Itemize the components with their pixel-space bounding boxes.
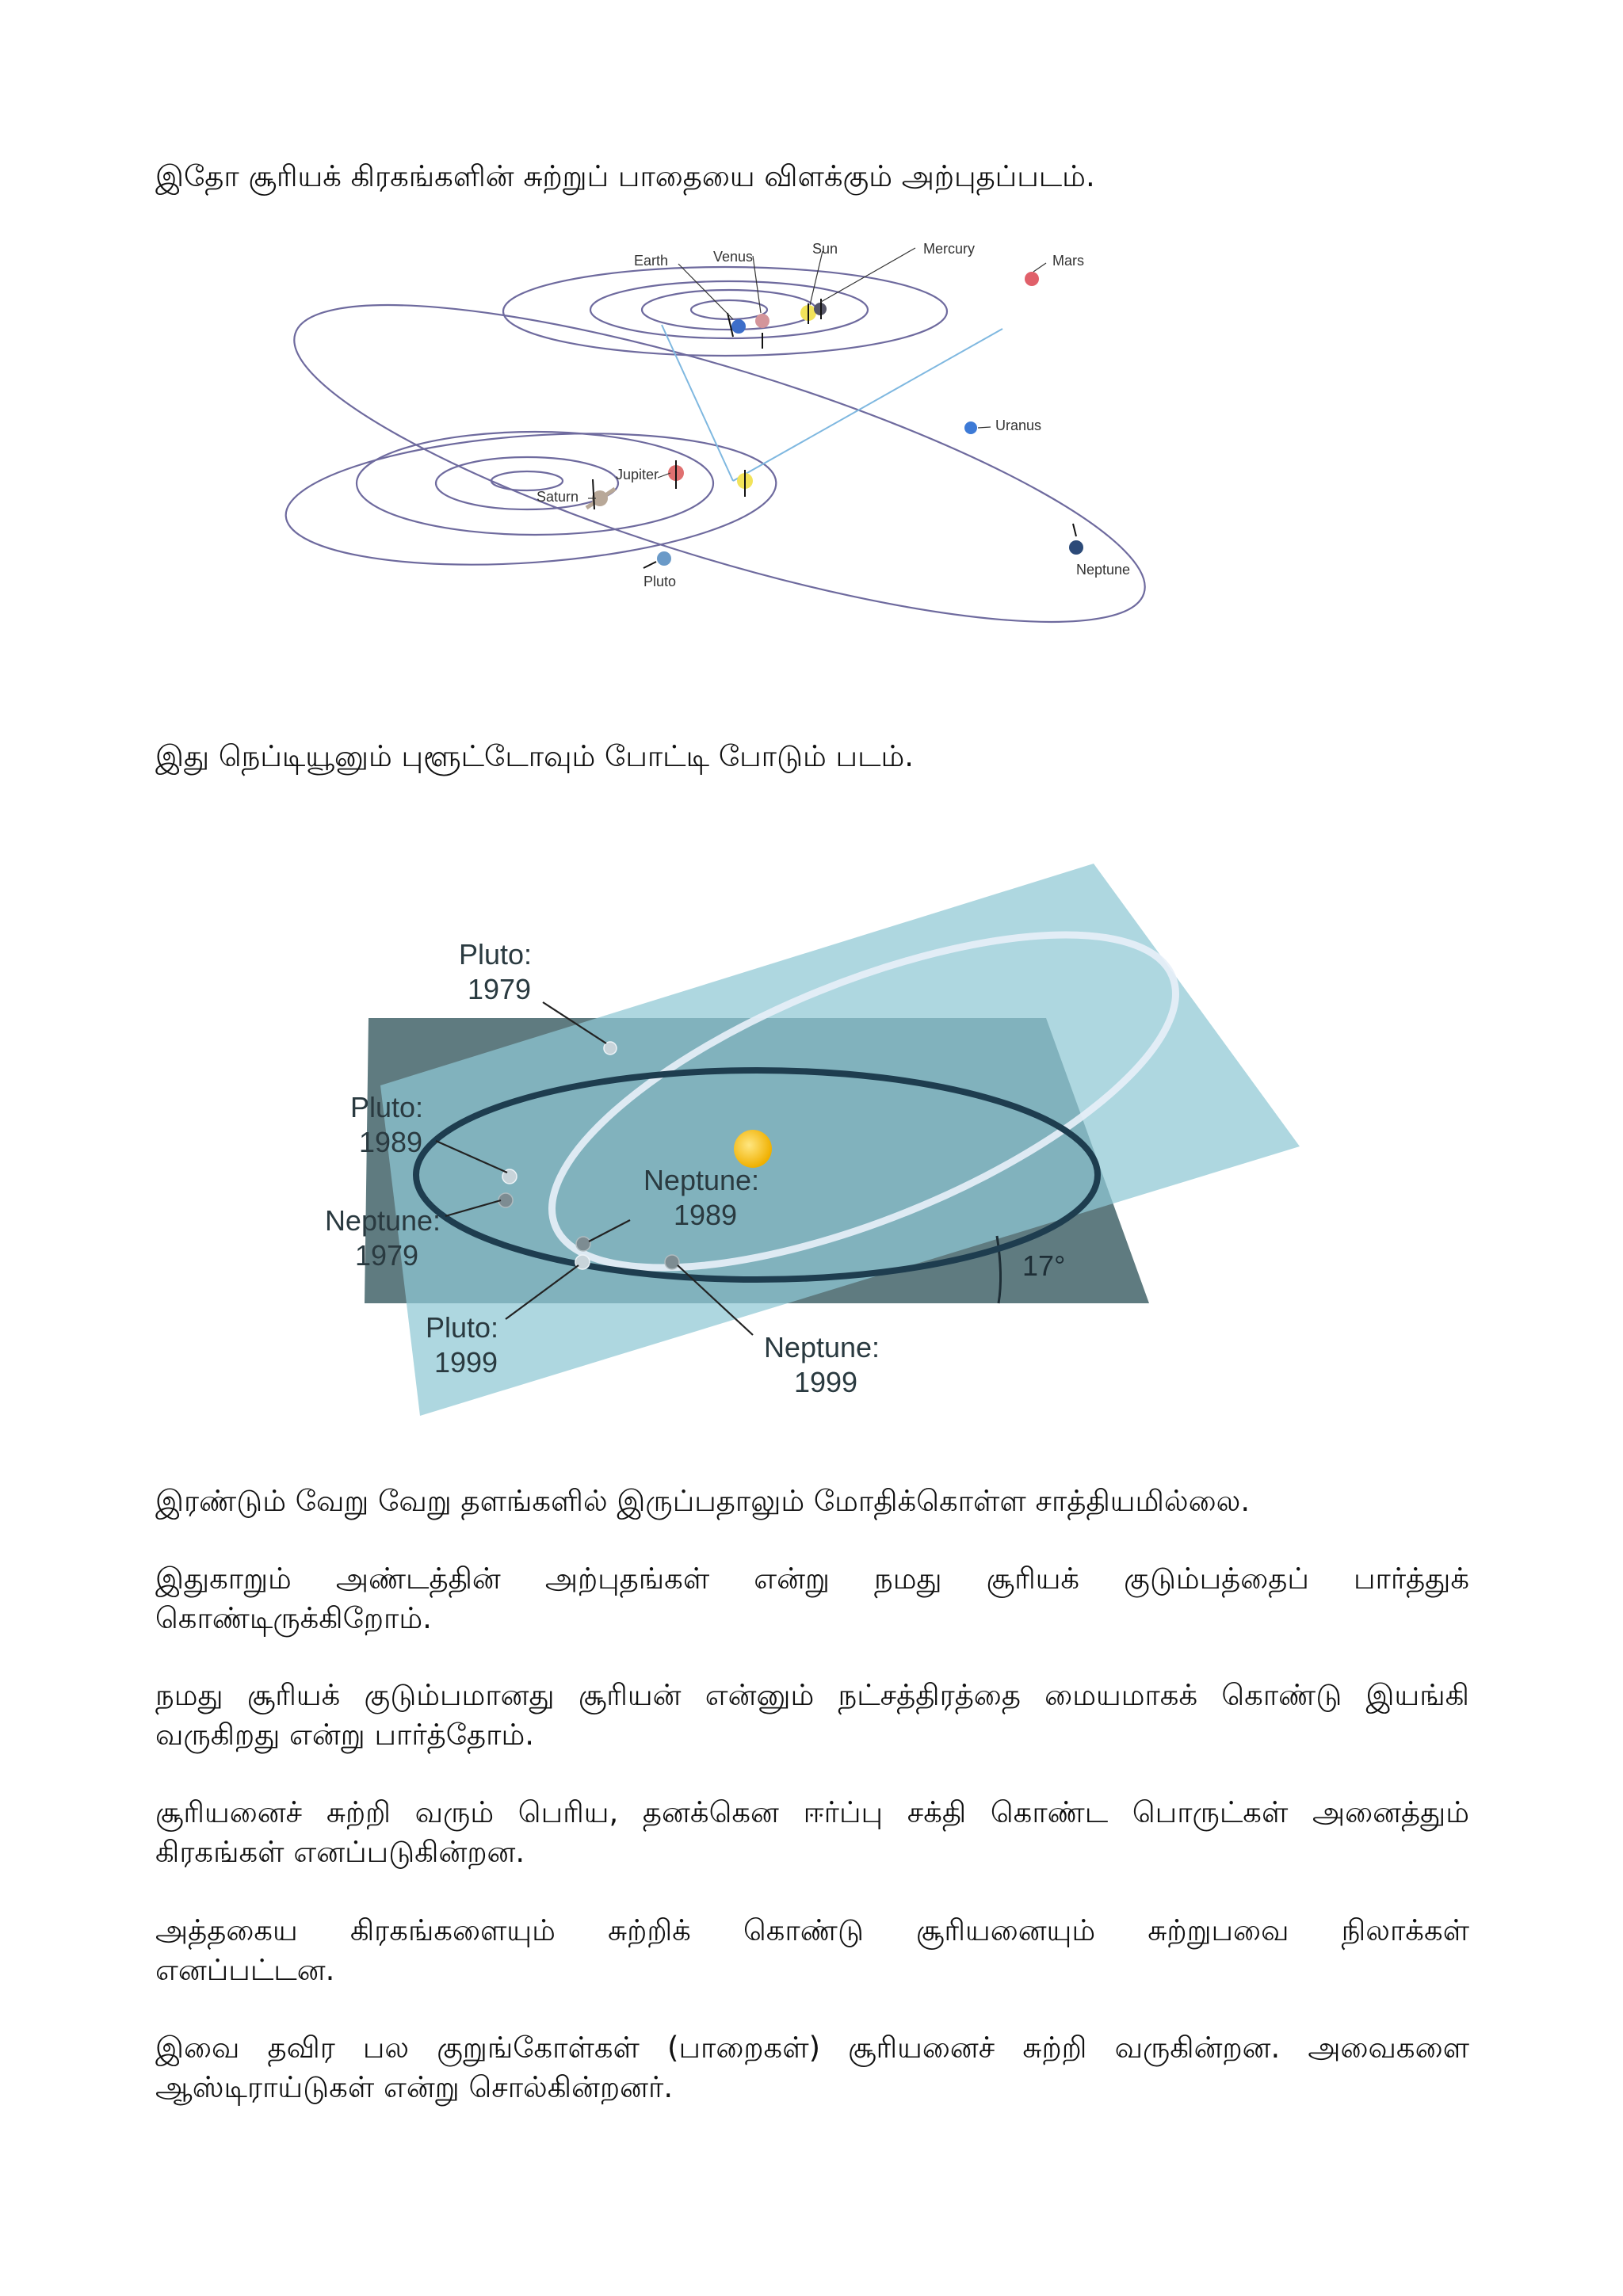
paragraph-1: இதோ சூரியக் கிரகங்களின் சுற்றுப் பாதையை விளக்கும் அற்புதப்படம்.: [155, 159, 1095, 193]
paragraph-4-line-2: கொண்டிருக்கிறோம்.: [155, 1601, 432, 1635]
label-mercury: Mercury: [923, 241, 976, 257]
paragraph-8-line-2: ஆஸ்டிராய்டுகள் என்று சொல்கின்றனர்.: [155, 2070, 674, 2104]
venus-orbit: [642, 290, 816, 330]
paragraph-3: இரண்டும் வேறு வேறு தளங்களில் இருப்பதாலும் மோதிக்கொள்ள சாத்தியமில்லை.: [155, 1484, 1251, 1518]
label-mars: Mars: [1052, 253, 1084, 269]
paragraph-6-line-1: சூரியனைச் சுற்றி வரும் பெரிய, தனக்கென ஈர்ப்பு சக்தி கொண்ட பொருட்கள் அனைத்தும்: [155, 1795, 1469, 1829]
uranus-dot: [964, 421, 977, 434]
paragraph-8: [155, 2028, 1469, 2107]
label-pluto: Pluto: [643, 574, 677, 589]
projection-line-right: [733, 329, 1002, 481]
label-neptune-1979: Neptune: 1979: [324, 1204, 441, 1272]
neptune-dot: [1069, 540, 1083, 555]
label-earth: Earth: [634, 253, 669, 269]
pluto-dot: [657, 551, 671, 566]
label-uranus: Uranus: [995, 418, 1042, 433]
paragraph-6-line-2: கிரகங்கள் எனப்படுகின்றன.: [155, 1835, 525, 1869]
label-neptune: Neptune: [1076, 562, 1131, 578]
paragraph-7: [155, 1911, 1469, 1990]
solar-system-orbits-figure: [285, 226, 1131, 701]
paragraph-5: [155, 1676, 1469, 1755]
earth-dot: [731, 319, 746, 334]
paragraph-4-line-1: இதுகாறும் அண்டத்தின் அற்புதங்கள் என்று நமது சூரியக் குடும்பத்தைப் பார்த்துக்: [155, 1562, 1469, 1596]
paragraph-8-line-1: இவை தவிர பல குறுங்கோள்கள் (பாறைகள்) சூரியனைச் சுற்றி வருகின்றன. அவைகளை: [155, 2031, 1469, 2065]
paragraph-7-line-2: எனப்பட்டன.: [155, 1953, 335, 1987]
saturn-orbit: [357, 432, 713, 535]
label-pluto-1989: Pluto: 1989: [349, 1091, 424, 1158]
paragraph-5-line-2: வருகிறது என்று பார்த்தோம்.: [155, 1718, 535, 1752]
label-sun: Sun: [812, 241, 838, 257]
label-pluto-1979: Pluto: 1979: [458, 938, 533, 1005]
neptune-pluto-orbits-figure: [317, 860, 1323, 1430]
label-neptune-1989: Neptune: 1989: [643, 1164, 760, 1231]
label-neptune-1999: Neptune: 1999: [763, 1331, 880, 1398]
label-venus: Venus: [713, 249, 754, 265]
outer-orbit: [267, 243, 1171, 685]
paragraph-5-line-1: நமது சூரியக் குடும்பமானது சூரியன் என்னும் நட்சத்திரத்தை மையமாகக் கொண்டு இயங்கி: [155, 1678, 1469, 1712]
label-saturn: Saturn: [537, 489, 579, 505]
jupiter-orbit: [436, 457, 618, 509]
projection-line-left: [662, 325, 733, 481]
inner-jupiter-orbit: [491, 471, 563, 490]
paragraph-7-line-1: அத்தகைய கிரகங்களையும் சுற்றிக் கொண்டு சூரியனையும் சுற்றுபவை நிலாக்கள்: [155, 1913, 1469, 1947]
paragraph-6: [155, 1793, 1469, 1872]
venus-dot: [755, 314, 769, 328]
label-pluto-1999: Pluto: 1999: [425, 1311, 499, 1379]
paragraph-4: [155, 1559, 1469, 1638]
sun: [734, 1130, 772, 1168]
paragraph-2: இது நெப்டியூனும் புளூட்டோவும் போட்டி போடும் படம்.: [155, 739, 915, 773]
mars-dot: [1025, 272, 1039, 286]
label-jupiter: Jupiter: [616, 467, 659, 482]
neptune-1999-marker: [665, 1255, 679, 1269]
neptune-1989-marker: [576, 1237, 590, 1251]
angle-label: 17°: [1022, 1249, 1066, 1282]
